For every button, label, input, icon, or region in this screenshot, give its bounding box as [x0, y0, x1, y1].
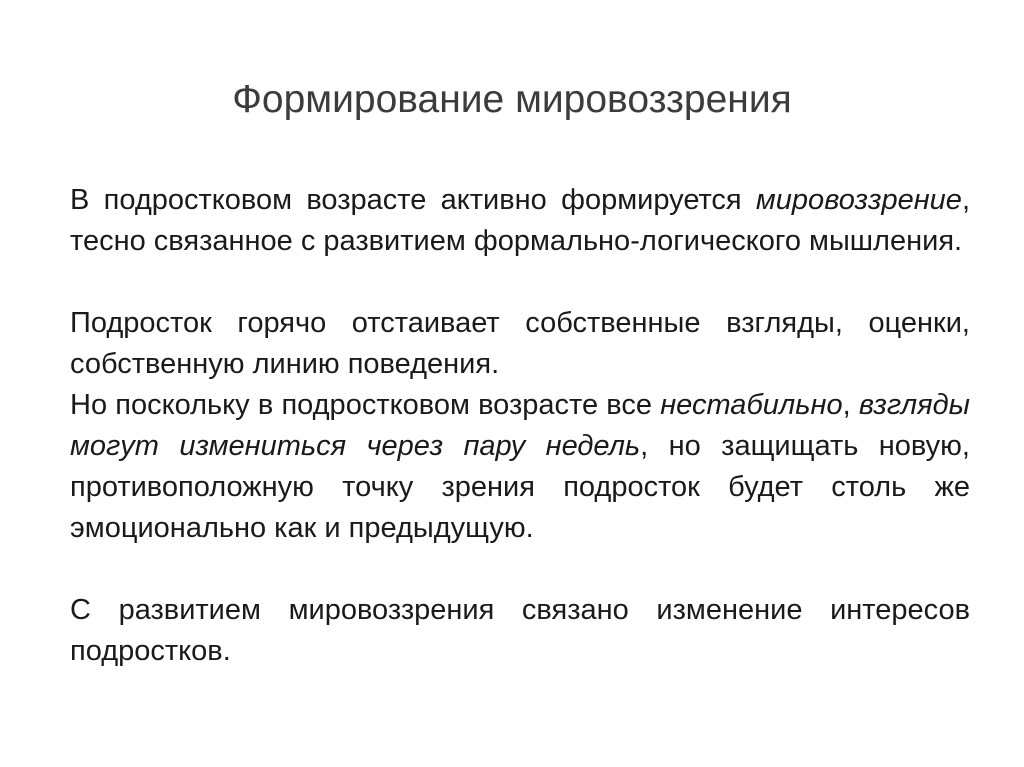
slide-body — [70, 180, 970, 672]
p3-text-1: Но поскольку в подростковом возрасте все — [70, 389, 661, 421]
paragraph-gap — [70, 549, 970, 590]
paragraph-instability — [70, 385, 970, 549]
p3-emphasis-views-change: взгляды могут измениться через пару недель — [70, 389, 971, 462]
p3-emphasis-unstable: нестабильно — [660, 389, 843, 421]
slide-title: Формирование мировоззрения — [232, 78, 792, 121]
p1-emphasis-worldview: мировоззрение — [755, 184, 962, 216]
p1-text-1: В подростковом возрасте активно формируется — [70, 184, 756, 216]
paragraph-worldview-formation — [70, 180, 970, 262]
paragraph-interests-change — [70, 590, 970, 672]
p2-text-1: Подросток горячо отстаивает собственные взгляды, оценки, собственную линию поведения. — [70, 307, 970, 380]
p3-text-3: , но защищать новую, противоположную точку зрения подросток будет столь же эмоционально как и предыдущую. — [70, 430, 970, 544]
p1-text-2: , тесно связанное с развитием формально-логического мышления. — [70, 184, 970, 257]
p3-text-2: , — [842, 389, 859, 421]
p4-text-1: С развитием мировоззрения связано изменение интересов подростков. — [70, 594, 970, 667]
paragraph-defends-views — [70, 303, 970, 385]
paragraph-gap — [70, 262, 970, 303]
